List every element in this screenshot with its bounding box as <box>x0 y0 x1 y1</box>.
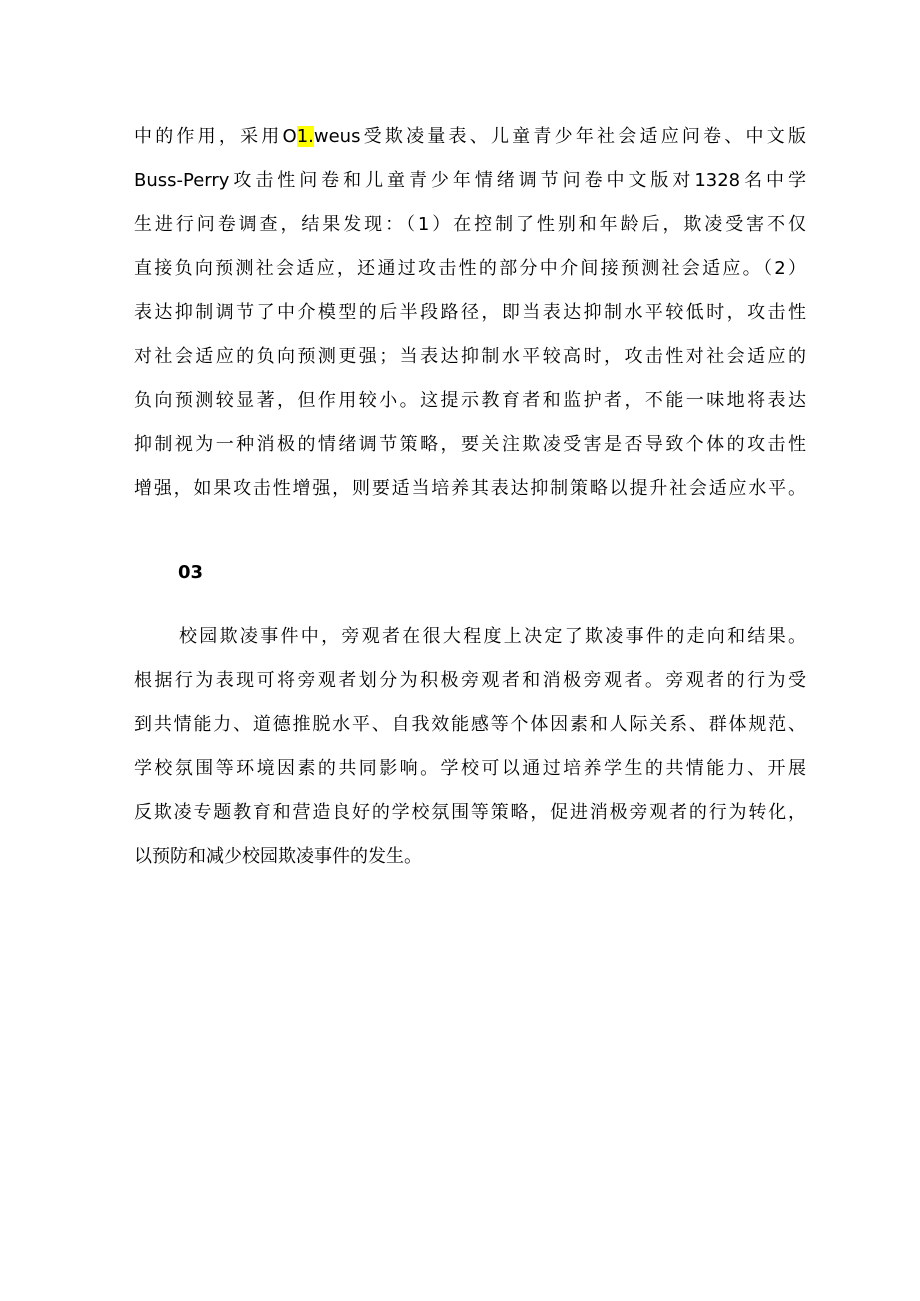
section-heading: 03 <box>178 562 204 583</box>
highlighted-text: 1. <box>296 126 314 147</box>
paragraph-2-line-2: 根据行为表现可将旁观者划分为积极旁观者和消极旁观者。旁观者的行为受 <box>134 670 806 691</box>
paragraph-1-line-2: Buss-Perry攻击性问卷和儿童青少年情绪调节问卷中文版对1328名中学 <box>134 170 806 191</box>
paragraph-1-line-9: 增强，如果攻击性增强，则要适当培养其表达抑制策略以提升社会适应水平。 <box>134 478 806 499</box>
paragraph-1-line-8: 抑制视为一种消极的情绪调节策略，要关注欺凌受害是否导致个体的攻击性 <box>134 434 806 455</box>
line-1-text-before: 中的作用，采用O <box>134 126 297 147</box>
paragraph-2-line-3: 到共情能力、道德推脱水平、自我效能感等个体因素和人际关系、群体规范、 <box>134 714 806 735</box>
paragraph-1-line-3: 生进行问卷调查，结果发现：（1）在控制了性别和年龄后，欺凌受害不仅 <box>134 214 806 235</box>
paragraph-2-line-6: 以预防和减少校园欺凌事件的发生。 <box>134 846 422 867</box>
paragraph-2-line-4: 学校氛围等环境因素的共同影响。学校可以通过培养学生的共情能力、开展 <box>134 758 806 779</box>
line-1-text-after: weus受欺凌量表、儿童青少年社会适应问卷、中文版 <box>313 126 806 147</box>
paragraph-1-line-7: 负向预测较显著，但作用较小。这提示教育者和监护者，不能一味地将表达 <box>134 390 806 411</box>
paragraph-1-line-4: 直接负向预测社会适应，还通过攻击性的部分中介间接预测社会适应。（2） <box>134 258 806 279</box>
paragraph-1-line-6: 对社会适应的负向预测更强；当表达抑制水平较高时，攻击性对社会适应的 <box>134 346 806 367</box>
paragraph-1-line-5: 表达抑制调节了中介模型的后半段路径，即当表达抑制水平较低时，攻击性 <box>134 302 806 323</box>
paragraph-1-line-1 <box>134 122 806 152</box>
paragraph-2-line-1: 校园欺凌事件中，旁观者在很大程度上决定了欺凌事件的走向和结果。 <box>179 626 806 647</box>
paragraph-2-line-5: 反欺凌专题教育和营造良好的学校氛围等策略，促进消极旁观者的行为转化， <box>134 802 806 823</box>
